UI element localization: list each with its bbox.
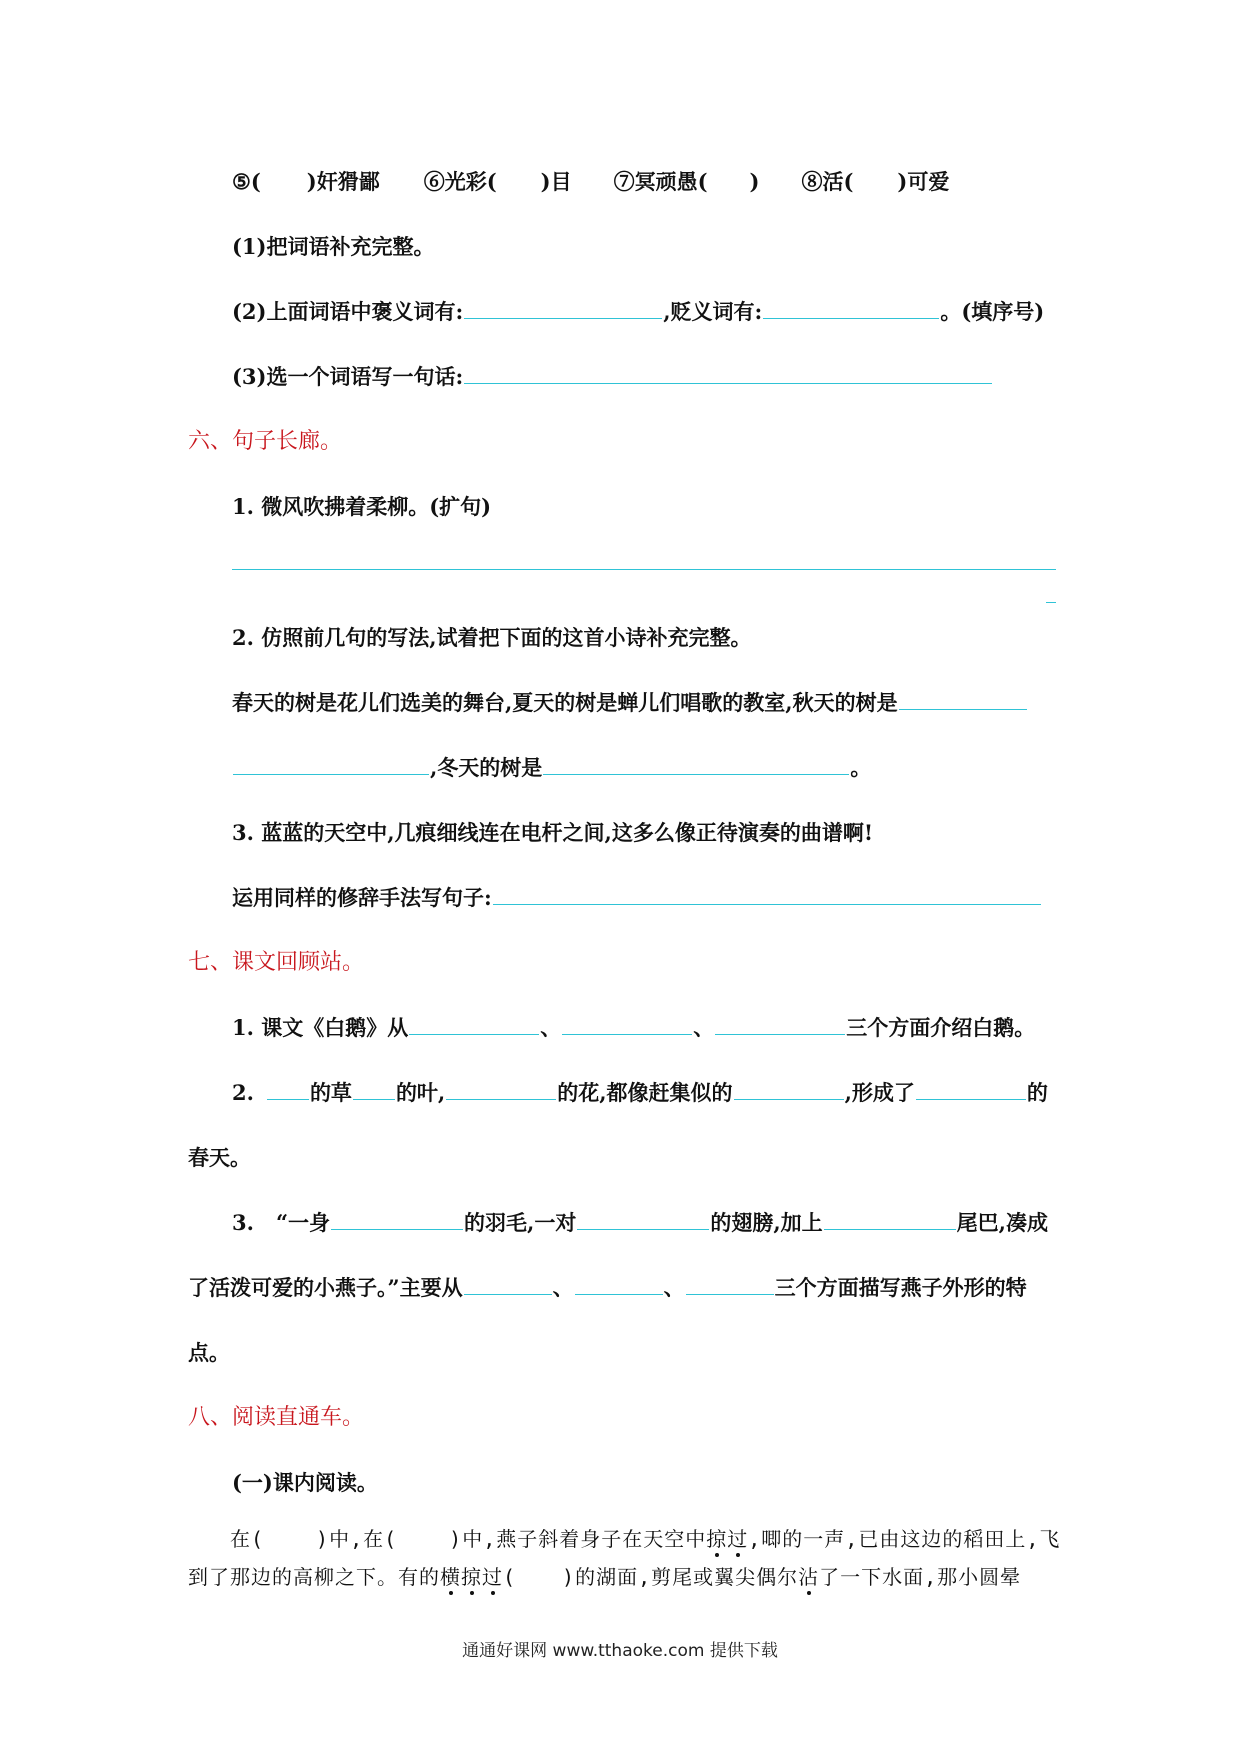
answer-blank[interactable] [493, 903, 1041, 905]
separator: 、 [663, 1275, 685, 1300]
emphasis-char: 过 [482, 1565, 503, 1589]
answer-blank[interactable] [763, 317, 939, 319]
review-7-3-e: 了活泼可爱的小燕子。”主要从 [188, 1275, 463, 1300]
poem-line-2-end: 。 [850, 755, 872, 780]
separator: 、 [693, 1015, 715, 1040]
review-7-2-e: 的 [1026, 1080, 1048, 1105]
answer-rule[interactable] [232, 569, 1056, 570]
question-5-2 [232, 297, 1044, 327]
question-5-2-label: (2)上面词语中褒义词有: [232, 299, 464, 324]
reading-paragraph-line-1 [230, 1524, 1060, 1554]
review-7-3-cont [188, 1273, 1027, 1303]
section-8-title: 八、阅读直通车。 [188, 1405, 365, 1430]
answer-blank[interactable] [464, 382, 992, 384]
idiom-6-close: )目 [540, 169, 572, 194]
review-7-1 [232, 1013, 1035, 1043]
poem-line-1 [232, 688, 1028, 718]
idiom-5-close: )奸猾鄙 [306, 169, 380, 194]
answer-blank[interactable] [464, 317, 662, 319]
idiom-6-open: ⑥光彩( [423, 169, 497, 194]
poem-line-2-text: ,冬天的树是 [430, 755, 543, 780]
review-7-2-c: 的花,都像赶集似的 [557, 1080, 733, 1105]
poem-line-1-text: 春天的树是花儿们选美的舞台,夏天的树是蝉儿们唱歌的教室,秋天的树是 [232, 690, 898, 715]
section-7-title: 七、课文回顾站。 [188, 950, 365, 975]
review-7-2-b: 的叶, [395, 1080, 446, 1105]
reading-text: ( [503, 1565, 517, 1589]
emphasis-char: 掠 [706, 1527, 728, 1551]
reading-text: )中,燕子斜着身子在天空中 [449, 1527, 707, 1551]
separator: 、 [552, 1275, 574, 1300]
answer-rule-tail[interactable] [1046, 602, 1056, 603]
review-7-2-a: 的草 [309, 1080, 352, 1105]
poem-line-2 [232, 753, 871, 783]
sentence-6-2: 2. 仿照前几句的写法,试着把下面的这首小诗补充完整。 [232, 625, 752, 650]
sentence-6-3-prompt-text: 运用同样的修辞手法写句子: [232, 885, 492, 910]
review-7-3 [232, 1208, 1048, 1238]
review-7-2-num: 2. [232, 1080, 254, 1105]
section-8-subtitle: (一)课内阅读。 [232, 1470, 378, 1495]
emphasis-char: 过 [727, 1527, 749, 1551]
answer-blank[interactable] [734, 1098, 844, 1100]
idiom-5-open: ⑤( [232, 169, 261, 194]
question-5-3 [232, 362, 993, 392]
reading-paragraph-line-2 [188, 1562, 1021, 1592]
review-7-3-f: 三个方面描写燕子外形的特 [774, 1275, 1027, 1300]
answer-blank[interactable] [916, 1098, 1026, 1100]
emphasis-char: 横 [440, 1565, 461, 1589]
answer-blank[interactable] [353, 1098, 395, 1100]
answer-blank[interactable] [267, 1098, 309, 1100]
review-7-3-a: “一身 [275, 1210, 331, 1235]
answer-blank[interactable] [409, 1033, 539, 1035]
answer-blank[interactable] [577, 1228, 709, 1230]
answer-blank[interactable] [543, 773, 849, 775]
question-5-1: (1)把词语补充完整。 [232, 234, 435, 259]
reading-text: ,唧的一声,已由这边的稻田上,飞 [748, 1527, 1061, 1551]
answer-blank[interactable] [233, 773, 429, 775]
review-7-2-end: 春天。 [188, 1145, 251, 1170]
review-7-1-start: 1. 课文《白鹅》从 [232, 1015, 409, 1040]
review-7-2 [232, 1078, 1048, 1108]
reading-text: )中,在( [316, 1527, 398, 1551]
question-5-2-mid: ,贬义词有: [663, 299, 763, 324]
answer-blank[interactable] [562, 1033, 692, 1035]
review-7-3-d: 尾巴,凑成 [956, 1210, 1048, 1235]
answer-blank[interactable] [575, 1293, 663, 1295]
idiom-7-close: ) [749, 169, 760, 194]
idiom-row [232, 167, 949, 197]
reading-text: 在( [230, 1527, 265, 1551]
idiom-8-close: )可爱 [897, 169, 950, 194]
emphasis-char: 沾 [798, 1565, 820, 1589]
sentence-6-3-prompt [232, 883, 1042, 913]
answer-blank[interactable] [824, 1228, 956, 1230]
sentence-6-3: 3. 蓝蓝的天空中,几痕细线连在电杆之间,这多么像正待演奏的曲谱啊! [232, 820, 874, 845]
answer-blank[interactable] [715, 1033, 845, 1035]
answer-blank[interactable] [464, 1293, 552, 1295]
question-5-2-end: 。(填序号) [940, 299, 1045, 324]
sentence-6-1: 1. 微风吹拂着柔柳。(扩句) [232, 494, 492, 519]
question-5-3-label: (3)选一个词语写一句话: [232, 364, 464, 389]
review-7-3-end: 点。 [188, 1340, 230, 1365]
reading-text: 了一下水面,那小圆晕 [819, 1565, 1022, 1589]
reading-text: )的湖面,剪尾或翼尖偶尔 [562, 1565, 799, 1589]
separator: 、 [540, 1015, 562, 1040]
review-7-3-c: 的翅膀,加上 [710, 1210, 823, 1235]
idiom-8-open: ⑧活( [801, 169, 854, 194]
section-6-title: 六、句子长廊。 [188, 429, 343, 454]
answer-blank[interactable] [686, 1293, 774, 1295]
answer-blank[interactable] [331, 1228, 463, 1230]
answer-blank[interactable] [446, 1098, 556, 1100]
answer-blank[interactable] [899, 708, 1027, 710]
idiom-7-open: ⑦冥顽愚( [613, 169, 708, 194]
review-7-3-num: 3. [232, 1210, 254, 1235]
reading-text: 到了那边的高柳之下。有的 [188, 1565, 440, 1589]
review-7-1-end: 三个方面介绍白鹅。 [846, 1015, 1036, 1040]
review-7-3-b: 的羽毛,一对 [464, 1210, 577, 1235]
review-7-2-d: ,形成了 [844, 1080, 915, 1105]
emphasis-char: 掠 [461, 1565, 482, 1589]
page-footer: 通通好课网 www.tthaoke.com 提供下载 [462, 1641, 778, 1661]
